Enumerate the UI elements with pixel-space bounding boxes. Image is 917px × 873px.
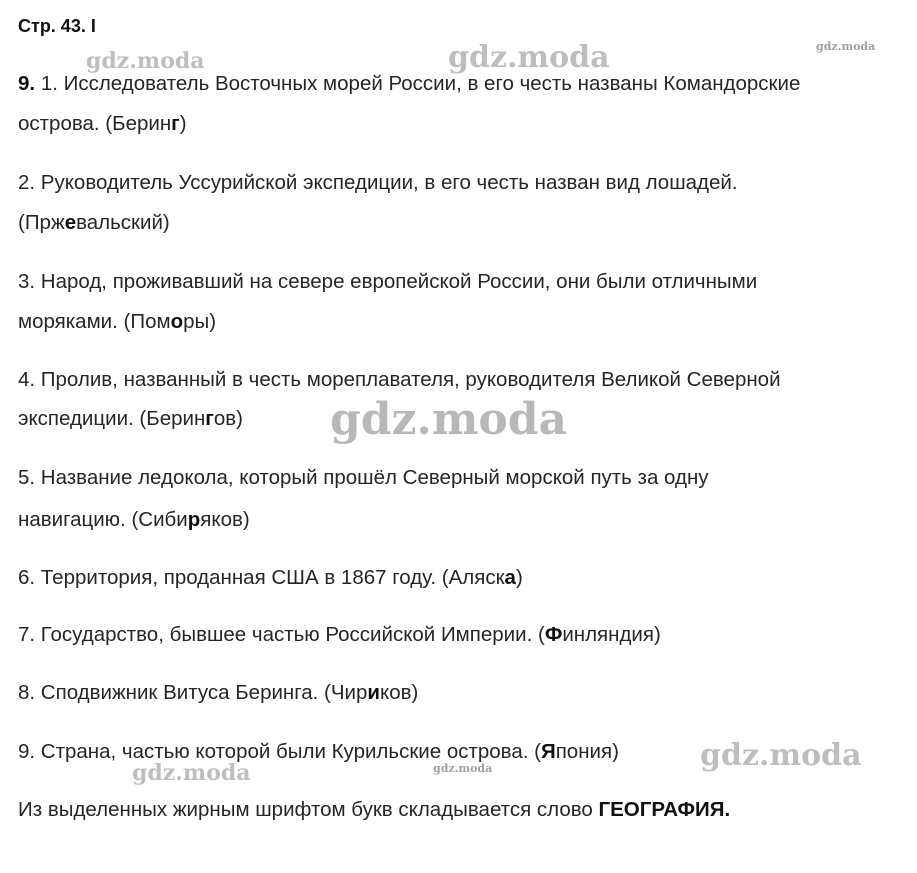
item-1-line-2 [18,112,187,136]
highlighted-letter: е [64,211,77,234]
conclusion [18,798,730,822]
item-text: экспедиции. (Берин [18,407,206,430]
highlighted-letter: г [171,112,180,135]
item-text: моряками. (Пом [18,310,171,333]
item-text: пония) [555,740,619,763]
highlighted-letter: р [187,508,201,531]
highlighted-letter: Ф [544,623,563,646]
item-text: ) [515,566,523,589]
item-text: 8. Сподвижник Витуса Беринга. (Чир [18,681,368,704]
conclusion-text: Из выделенных жирным шрифтом букв складывается слово [18,798,599,821]
item-text: (Прж [18,211,65,234]
watermark: gdz.moda [700,738,862,773]
item-text: 2. Руководитель Уссурийской экспедиции, в его честь назван вид лошадей. [18,171,738,194]
highlighted-letter: и [367,681,381,704]
item-5-line-1 [18,466,709,490]
item-1-line-1 [18,72,800,96]
item-text: 7. Государство, бывшее частью Российской Империи. ( [18,623,545,646]
watermark: gdz.moda [816,40,876,53]
watermark: gdz.moda [330,394,568,445]
highlighted-letter: о [170,310,184,333]
item-9 [18,740,619,764]
item-5-line-2 [18,508,250,532]
item-text: 5. Название ледокола, который прошёл Северный морской путь за одну [18,466,709,489]
task-number: 9. [18,72,36,95]
highlighted-letter: Я [540,740,556,763]
item-text: 9. Страна, частью которой были Курильские острова. ( [18,740,541,763]
item-text: 4. Пролив, названный в честь мореплавателя, руководителя Великой Северной [18,368,781,391]
item-4-line-2 [18,407,243,431]
item-2-line-1 [18,171,738,195]
item-text: острова. (Берин [18,112,172,135]
item-8 [18,681,418,705]
item-3-line-1 [18,270,757,294]
item-3-line-2 [18,310,216,334]
watermark: gdz.moda [448,40,610,75]
item-text: 1. Исследователь Восточных морей России, в его честь названы Командорские [40,72,801,95]
item-text: ) [179,112,187,135]
item-text: вальский) [76,211,170,234]
item-text: ры) [183,310,217,333]
item-6 [18,566,523,590]
item-text: ов) [213,407,243,430]
highlighted-letter: г [205,407,214,430]
item-text: инляндия) [562,623,661,646]
item-text: навигацию. (Сиби [18,508,188,531]
item-text: яков) [200,508,250,531]
highlighted-letter: а [504,566,516,589]
watermark: gdz.moda [132,760,251,786]
page-title: Стр. 43. I [18,16,96,36]
item-text: ков) [380,681,419,704]
item-text: 6. Территория, проданная США в 1867 году. (Аляск [18,566,505,589]
item-7 [18,623,661,647]
watermark: gdz.moda [86,48,205,74]
item-text: 3. Народ, проживавший на севере европейской России, они были отличными [18,270,758,293]
item-2-line-2 [18,211,170,235]
answer-word: ГЕОГРАФИЯ. [598,798,731,821]
item-4-line-1 [18,368,781,392]
watermark: gdz.moda [433,762,493,775]
